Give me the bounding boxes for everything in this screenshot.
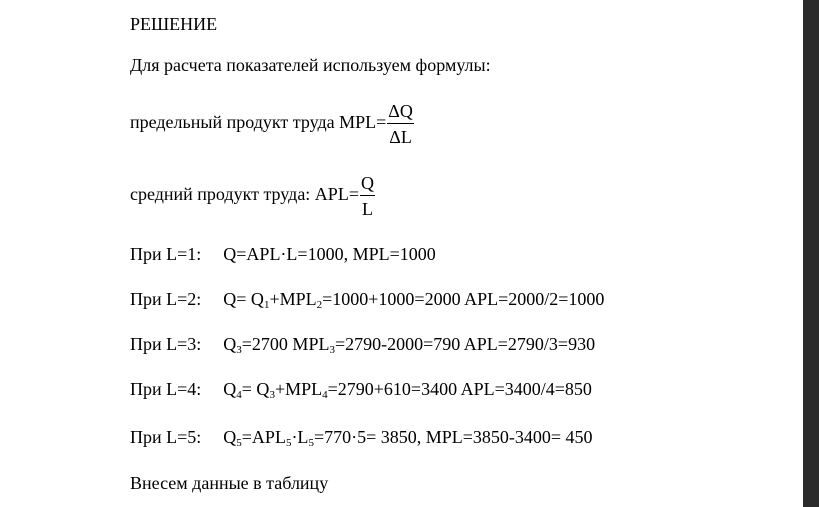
row-calc-part: =770·5= 3850, MPL=3850-3400= 450 — [313, 427, 593, 447]
row-calc: Q=APL·L=1000, MPL=1000 — [223, 244, 436, 264]
row-calc-part: =1000+1000=2000 APL=2000/2=1000 — [322, 289, 605, 309]
vertical-scrollbar[interactable] — [803, 0, 819, 507]
row-calc-part: =APL — [241, 427, 286, 447]
apl-denominator: L — [361, 199, 373, 219]
row-calc-part: +MPL — [269, 289, 317, 309]
row-l1 — [130, 243, 436, 265]
apl-fraction — [360, 172, 375, 220]
subscript: 4 — [236, 389, 242, 401]
row-calc-part: +MPL — [274, 379, 323, 399]
row-calc-part: Q — [223, 334, 237, 354]
row-condition: При L=5: — [130, 427, 202, 447]
row-condition: При L=2: — [130, 289, 202, 309]
row-calc-part: =2790-2000=790 APL=2790/3=930 — [334, 334, 596, 354]
apl-formula — [130, 172, 375, 220]
subscript: 5 — [308, 437, 314, 449]
row-condition: При L=4: — [130, 379, 202, 399]
subscript: 3 — [269, 389, 275, 401]
row-calc-part: =2700 MPL — [241, 334, 330, 354]
row-calc-part: = Q — [241, 379, 270, 399]
mpl-fraction — [387, 100, 414, 148]
subscript: 2 — [316, 299, 323, 311]
subscript: 3 — [329, 344, 335, 356]
row-condition: При L=3: — [130, 334, 202, 354]
subscript: 3 — [236, 344, 242, 356]
row-calc-part: Q — [223, 427, 237, 447]
row-calc-part: =2790+610=3400 APL=3400/4=850 — [327, 379, 592, 399]
intro-text: Для расчета показателей используем формулы: — [130, 55, 491, 75]
subscript: 1 — [263, 299, 270, 311]
subscript: 4 — [322, 389, 328, 401]
apl-label: средний продукт труда: APL= — [130, 184, 359, 205]
row-condition: При L=1: — [130, 244, 202, 264]
row-l4 — [130, 378, 592, 400]
row-calc-part: Q= Q — [223, 289, 264, 309]
subscript: 5 — [236, 437, 242, 449]
row-calc-part: ·L — [291, 427, 309, 447]
mpl-numerator: ΔQ — [387, 100, 414, 124]
row-l5 — [130, 426, 593, 448]
mpl-formula — [130, 100, 414, 148]
apl-numerator: Q — [360, 172, 375, 196]
row-l2 — [130, 288, 604, 310]
mpl-label: предельный продукт труда MPL= — [130, 112, 387, 133]
row-l3 — [130, 333, 595, 355]
subscript: 5 — [285, 437, 292, 449]
mpl-denominator: ΔL — [389, 127, 412, 147]
heading: РЕШЕНИЕ — [130, 14, 218, 34]
outro-text: Внесем данные в таблицу — [130, 473, 329, 493]
row-calc-part: Q — [223, 379, 237, 399]
